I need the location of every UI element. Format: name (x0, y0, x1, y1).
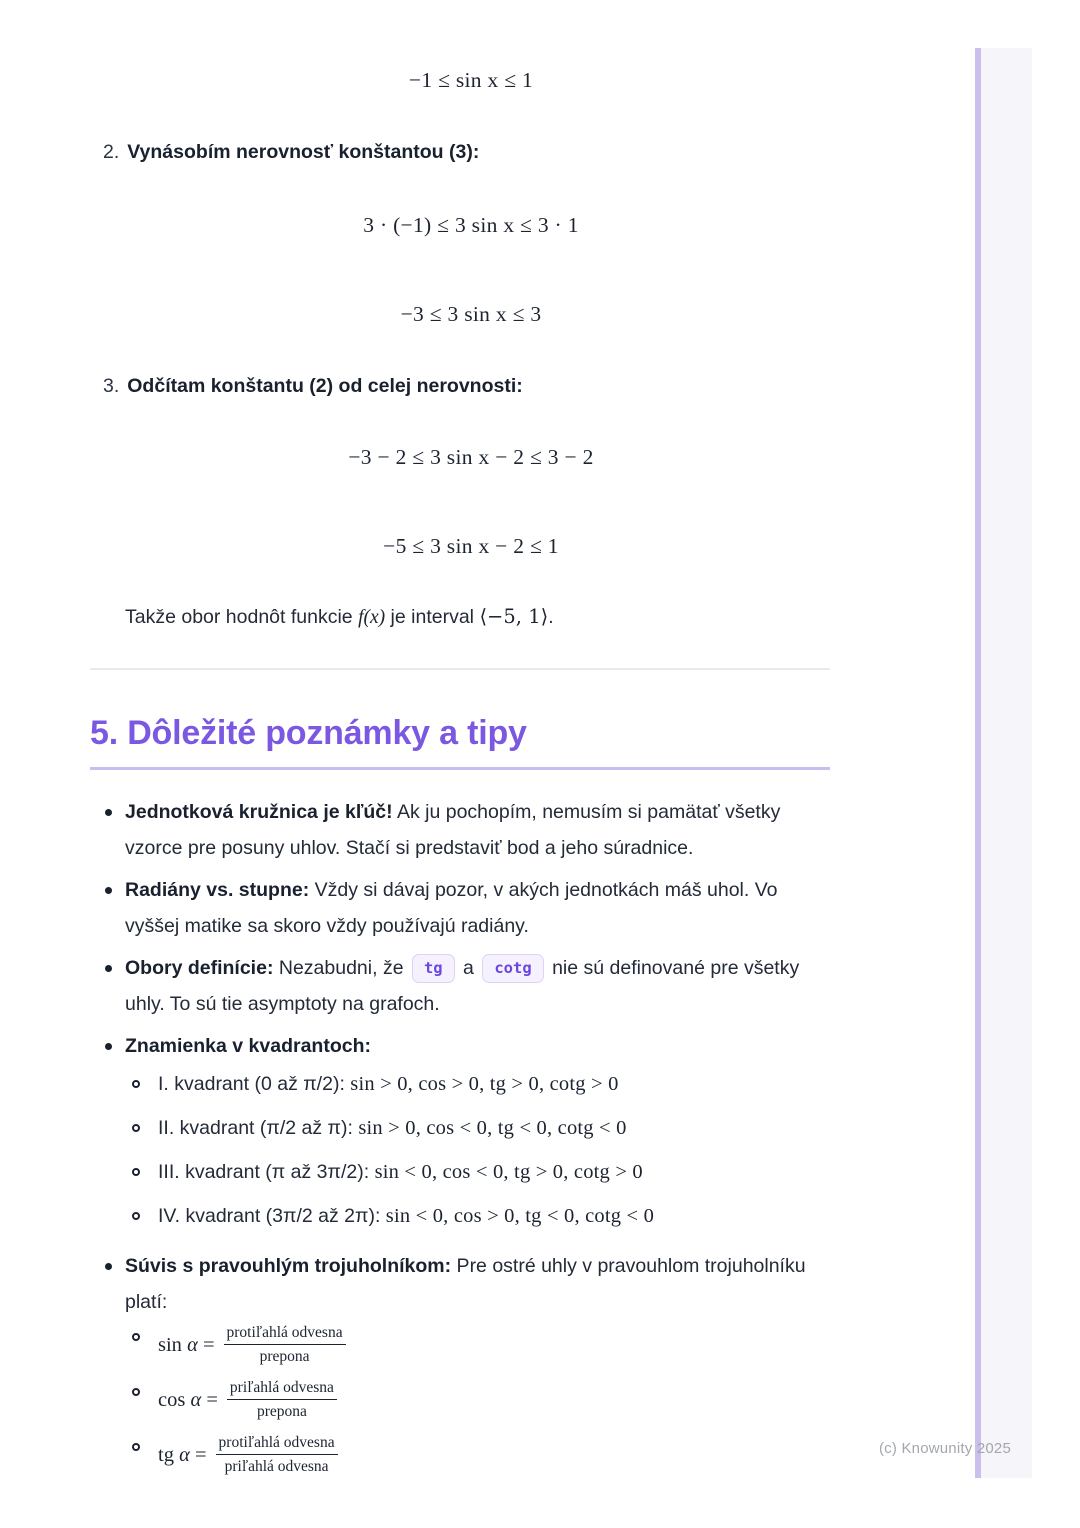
inline-code-cotg: cotg (482, 954, 543, 983)
quadrant-text (158, 1066, 619, 1102)
bullet-circle-icon (132, 1080, 140, 1088)
range-conclusion (90, 603, 830, 632)
bullet-bold-lead: Znamienka v kvadrantoch: (125, 1035, 371, 1057)
list-item-unit-circle (90, 794, 830, 866)
quadrant-1-item (125, 1066, 830, 1102)
ratio-lhs (158, 1385, 218, 1415)
document-content (90, 0, 830, 1493)
bullet-body-text: Nezabudni, že (273, 957, 409, 979)
bullet-disc-icon (105, 1263, 112, 1270)
sub-bullet-marker-col (125, 1110, 158, 1132)
sub-bullet-marker-col (125, 1322, 158, 1341)
sub-bullet-marker-col (125, 1066, 158, 1088)
copyright-watermark: (c) Knowunity 2025 (878, 1440, 1011, 1457)
quadrant-text (158, 1154, 643, 1190)
list-item-right-triangle (90, 1248, 830, 1487)
bullet-disc-icon (105, 887, 112, 894)
bullet-bold-lead: Obory definície: (125, 957, 274, 979)
bullet-body-text: Vždy si dávaj pozor, v akých jednotkách máš uhol. Vo vyššej matike sa skoro vždy používajú radiány. (125, 879, 778, 937)
step-3-title: Odčítam konštantu (2) od celej nerovnosti: (127, 375, 523, 397)
ratio-sublist (125, 1322, 830, 1477)
list-item-radians-degrees (90, 872, 830, 944)
bullet-circle-icon (132, 1443, 140, 1451)
conclusion-prefix: Takže obor hodnôt funkcie (125, 606, 359, 628)
ratio-lhs (158, 1330, 215, 1360)
quadrant-signs: sin < 0, cos < 0, tg > 0, cotg > 0 (374, 1161, 643, 1183)
section-5-heading: 5. Dôležité poznámky a tipy (90, 711, 830, 770)
conclusion-suffix: . (548, 606, 554, 628)
ratio-variable: α (187, 1333, 198, 1356)
section-divider (90, 668, 830, 670)
quadrant-signs: sin > 0, cos > 0, tg > 0, cotg > 0 (350, 1073, 619, 1095)
bullet-text (125, 950, 830, 1022)
equals-sign: = (202, 1333, 215, 1356)
bullet-circle-icon (132, 1168, 140, 1176)
bullet-body-text: Pre ostré uhly v pravouhlom trojuholníku platí: (125, 1255, 806, 1313)
step-3-number: 3. (103, 375, 120, 397)
inline-code-tg: tg (412, 954, 455, 983)
formula-subtract-1: −3 − 2 ≤ 3 sin x − 2 ≤ 3 − 2 (348, 445, 594, 469)
bullet-text (125, 794, 830, 866)
bullet-marker-col (90, 872, 125, 894)
bullet-circle-icon (132, 1333, 140, 1341)
formula-sine-bounds: −1 ≤ sin x ≤ 1 (408, 68, 534, 92)
fraction-numerator: priľahlá odvesna (227, 1377, 337, 1400)
ratio-expression (158, 1377, 337, 1422)
bullet-disc-icon (105, 1043, 112, 1050)
bullet-body-text: a (457, 957, 480, 979)
ratio-fraction (227, 1377, 337, 1422)
step-3-heading (90, 373, 830, 399)
sub-bullet-marker-col (125, 1154, 158, 1176)
interval-notation: ⟨−5, 1⟩ (479, 605, 549, 628)
sub-bullet-marker-col (125, 1377, 158, 1396)
bullet-disc-icon (105, 809, 112, 816)
formula-multiply-1: 3 · (−1) ≤ 3 sin x ≤ 3 · 1 (363, 213, 579, 237)
fraction-numerator: protiľahlá odvesna (224, 1322, 346, 1345)
quadrant-sublist (125, 1066, 830, 1234)
ratio-variable: α (179, 1443, 190, 1466)
ratio-fraction (224, 1322, 346, 1367)
quadrant-signs: sin < 0, cos > 0, tg < 0, cotg < 0 (385, 1205, 655, 1227)
quadrant-label: IV. kvadrant (3π/2 až 2π): (158, 1205, 386, 1227)
quadrant-text (158, 1110, 627, 1146)
step-2-title: Vynásobím nerovnosť konštantou (3): (127, 141, 480, 163)
sub-bullet-marker-col (125, 1432, 158, 1451)
ratio-function: cos (158, 1388, 186, 1411)
bullet-body-text: Ak ju pochopím, nemusím si pamätať všetky vzorce pre posuny uhlov. Stačí si predstaviť bod a jeho súradnice. (125, 801, 781, 859)
quadrant-signs: sin > 0, cos < 0, tg < 0, cotg < 0 (358, 1117, 627, 1139)
conclusion-middle: je interval (385, 606, 480, 628)
step-2-number: 2. (103, 141, 120, 163)
quadrant-label: II. kvadrant (π/2 až π): (158, 1117, 359, 1139)
equals-sign: = (194, 1443, 207, 1466)
notes-list (90, 794, 830, 1487)
quadrant-3-item (125, 1154, 830, 1190)
bullet-disc-icon (105, 965, 112, 972)
quadrant-label: I. kvadrant (0 až π/2): (158, 1073, 351, 1095)
quadrant-text (158, 1198, 654, 1234)
list-item-quadrant-signs (90, 1028, 830, 1242)
fraction-denominator: priľahlá odvesna (224, 1458, 329, 1475)
step-2-heading (90, 139, 830, 165)
bullet-bold-lead: Jednotková kružnica je kľúč! (125, 801, 393, 823)
page-edge-accent-panel (975, 48, 1032, 1478)
ratio-function: sin (158, 1333, 182, 1356)
bullet-text (125, 1248, 830, 1487)
ratio-expression (158, 1432, 338, 1477)
fraction-numerator: protiľahlá odvesna (216, 1432, 338, 1455)
bullet-marker-col (90, 794, 125, 816)
sub-bullet-marker-col (125, 1198, 158, 1220)
quadrant-label: III. kvadrant (π až 3π/2): (158, 1161, 375, 1183)
sine-ratio-item (125, 1322, 830, 1367)
ratio-variable: α (190, 1388, 202, 1411)
quadrant-2-item (125, 1110, 830, 1146)
list-item-domains (90, 950, 830, 1022)
bullet-text (125, 872, 830, 944)
equals-sign: = (206, 1388, 218, 1411)
bullet-bold-lead: Radiány vs. stupne: (125, 879, 310, 901)
cosine-ratio-item (125, 1377, 830, 1422)
bullet-circle-icon (132, 1212, 140, 1220)
bullet-marker-col (90, 1028, 125, 1050)
ratio-lhs (158, 1440, 207, 1470)
bullet-marker-col (90, 950, 125, 972)
ratio-function: tg (158, 1443, 174, 1466)
quadrant-4-item (125, 1198, 830, 1234)
formula-subtract-2: −5 ≤ 3 sin x − 2 ≤ 1 (383, 534, 559, 558)
bullet-bold-lead: Súvis s pravouhlým trojuholníkom: (125, 1255, 452, 1277)
function-notation: f(x) (358, 607, 386, 628)
ratio-fraction (216, 1432, 338, 1477)
bullet-body-text: nie sú definované pre všetky uhly. To sú tie asymptoty na grafoch. (125, 957, 800, 1015)
tangent-ratio-item (125, 1432, 830, 1477)
bullet-marker-col (90, 1248, 125, 1270)
bullet-text (125, 1028, 830, 1242)
formula-multiply-2: −3 ≤ 3 sin x ≤ 3 (400, 302, 542, 326)
ratio-expression (158, 1322, 346, 1367)
fraction-denominator: prepona (256, 1403, 307, 1420)
fraction-denominator: prepona (259, 1348, 310, 1365)
bullet-circle-icon (132, 1388, 140, 1396)
bullet-circle-icon (132, 1124, 140, 1132)
